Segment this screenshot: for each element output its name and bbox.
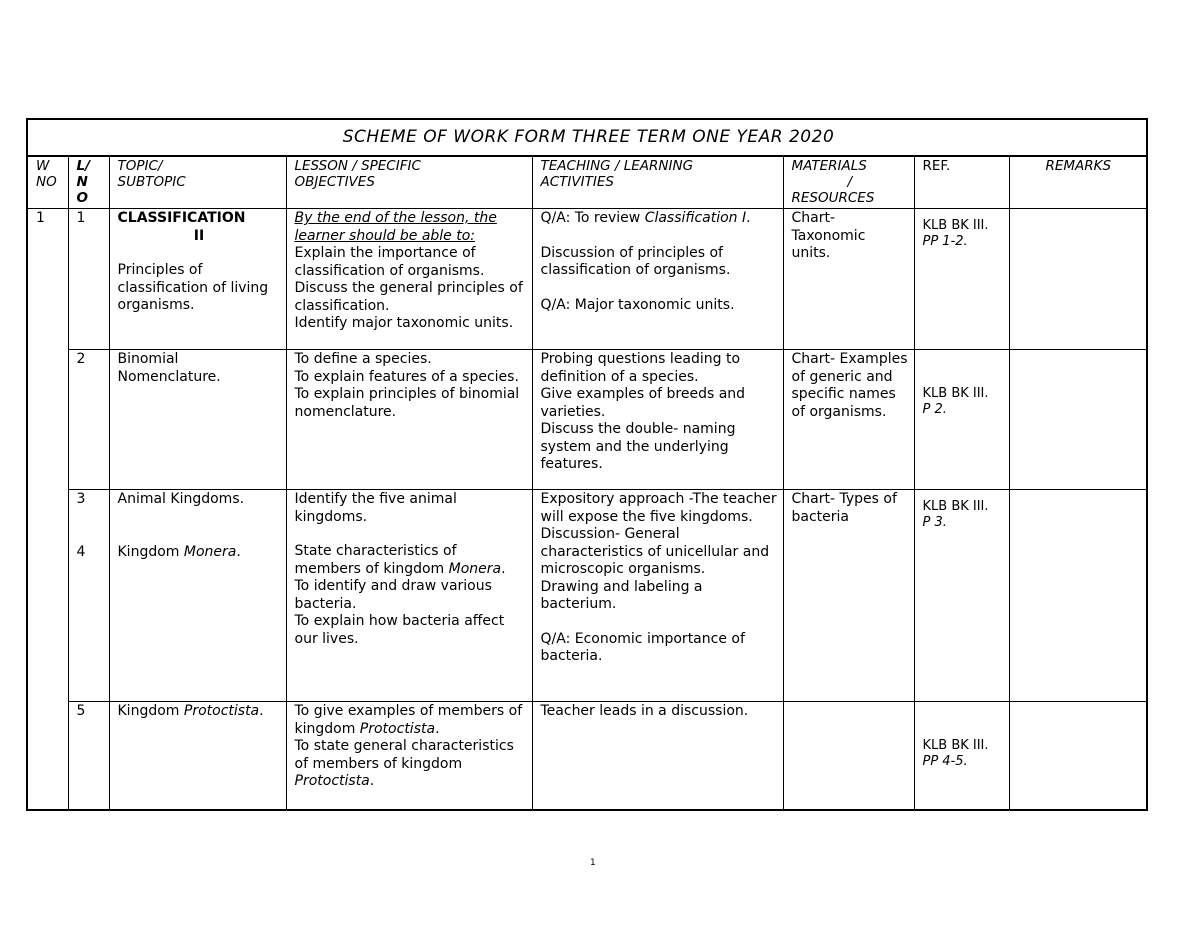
table-row bbox=[27, 209, 1147, 350]
remarks-cell bbox=[1009, 702, 1147, 811]
document-title: SCHEME OF WORK FORM THREE TERM ONE YEAR 2020 bbox=[27, 119, 1147, 156]
table-row bbox=[27, 490, 1147, 702]
objectives-cell: Identify the five animal kingdoms. State characteristics of members of kingdom Monera. To identify and draw various bacteria. To explain how bacteria affect our lives. bbox=[286, 490, 532, 702]
topic-cell: Animal Kingdoms. Kingdom Monera. bbox=[109, 490, 286, 702]
remarks-cell bbox=[1009, 209, 1147, 350]
activities-cell: Teacher leads in a discussion. bbox=[532, 702, 783, 811]
reference-cell: KLB BK III. PP 1-2. bbox=[914, 209, 1009, 350]
objectives-cell: To give examples of members of kingdom Protoctista. To state general characteristics of members of kingdom Protoctista. bbox=[286, 702, 532, 811]
reference-cell: KLB BK III. PP 4-5. bbox=[914, 702, 1009, 811]
activities-cell: Probing questions leading to definition of a species. Give examples of breeds and varieties. Discuss the double- naming system and the underlying features. bbox=[532, 350, 783, 490]
reference-cell: KLB BK III. P 3. bbox=[914, 490, 1009, 702]
materials-cell: Chart- Types of bacteria bbox=[783, 490, 914, 702]
lesson-number-cell: 1 bbox=[68, 209, 109, 350]
reference-cell: KLB BK III. P 2. bbox=[914, 350, 1009, 490]
remarks-cell bbox=[1009, 490, 1147, 702]
header-week-number: W NO bbox=[27, 156, 68, 209]
header-remarks: REMARKS bbox=[1009, 156, 1147, 209]
week-number-cell: 1 bbox=[27, 209, 68, 811]
topic-cell: Kingdom Protoctista. bbox=[109, 702, 286, 811]
remarks-cell bbox=[1009, 350, 1147, 490]
objectives-cell: To define a species. To explain features of a species. To explain principles of binomial nomenclature. bbox=[286, 350, 532, 490]
header-topic: TOPIC/ SUBTOPIC bbox=[109, 156, 286, 209]
lesson-number-cell: 5 bbox=[68, 702, 109, 811]
header-activities: TEACHING / LEARNING ACTIVITIES bbox=[532, 156, 783, 209]
materials-cell bbox=[783, 702, 914, 811]
header-ref: REF. bbox=[914, 156, 1009, 209]
header-materials: MATERIALS / RESOURCES bbox=[783, 156, 914, 209]
page-number: 1 bbox=[590, 858, 596, 868]
scheme-of-work-table bbox=[26, 118, 1148, 811]
activities-cell: Q/A: To review Classification I. Discussion of principles of classification of organisms. Q/A: Major taxonomic units. bbox=[532, 209, 783, 350]
topic-cell: Binomial Nomenclature. bbox=[109, 350, 286, 490]
table-row bbox=[27, 702, 1147, 811]
objectives-cell: By the end of the lesson, the learner should be able to: Explain the importance of classification of organisms. Discuss the general principles of classification. Identify major taxonomic units. bbox=[286, 209, 532, 350]
topic-cell: CLASSIFICATION II Principles of classification of living organisms. bbox=[109, 209, 286, 350]
header-lesson-number: L/ N O bbox=[68, 156, 109, 209]
header-objectives: LESSON / SPECIFIC OBJECTIVES bbox=[286, 156, 532, 209]
activities-cell: Expository approach -The teacher will expose the five kingdoms. Discussion- General characteristics of unicellular and microscopic organisms. Drawing and labeling a bacterium. Q/A: Economic importance of bacteria. bbox=[532, 490, 783, 702]
materials-cell: Chart- Examples of generic and specific names of organisms. bbox=[783, 350, 914, 490]
materials-cell: Chart- Taxonomic units. bbox=[783, 209, 914, 350]
lesson-number-cell: 2 bbox=[68, 350, 109, 490]
lesson-number-cell: 3 4 bbox=[68, 490, 109, 702]
header-row bbox=[27, 156, 1147, 209]
table-row bbox=[27, 350, 1147, 490]
